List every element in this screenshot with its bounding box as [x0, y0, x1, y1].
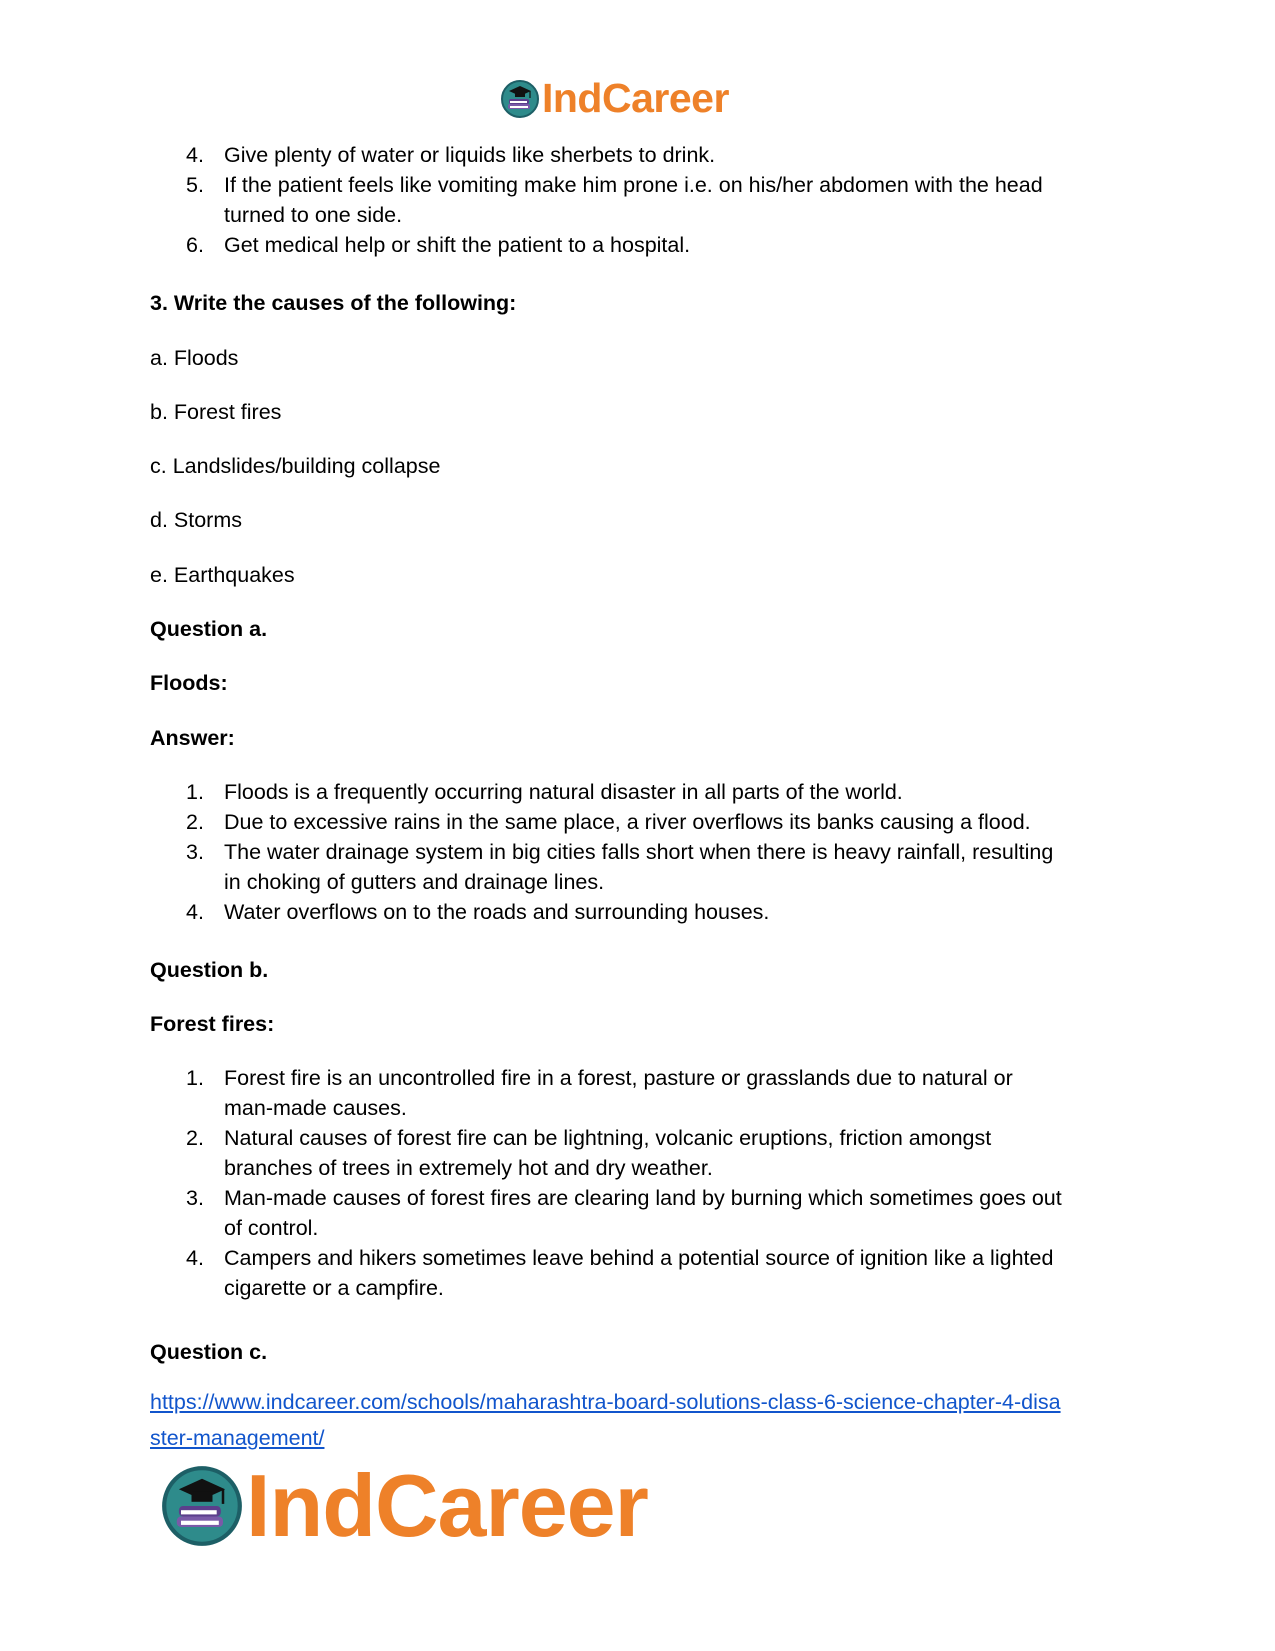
option-c: c. Landslides/building collapse — [150, 454, 441, 478]
indcareer-logo-top — [500, 75, 729, 121]
list-item: 5. If the patient feels like vomiting make him prone i.e. on his/her abdomen with the head turned to one side. — [186, 173, 1043, 227]
question-3-heading: 3. Write the causes of the following: — [150, 291, 517, 315]
list-item: 4. Give plenty of water or liquids like sherbets to drink. — [186, 143, 716, 167]
answer-label: Answer: — [150, 726, 235, 750]
source-link[interactable]: https://www.indcareer.com/schools/maharashtra-board-solutions-class-6-science-chapter-4-disa ster-management/ — [150, 1390, 1061, 1450]
option-b: b. Forest fires — [150, 400, 282, 424]
question-c-label: Question c. — [150, 1340, 268, 1364]
list-item: 4. Campers and hikers sometimes leave behind a potential source of ignition like a lighted cigarette or a campfire. — [186, 1246, 1054, 1300]
list-first-aid — [150, 140, 1274, 260]
logo-wordmark: IndCareer — [246, 1456, 648, 1555]
list-floods — [150, 777, 1274, 927]
list-item: 1. Floods is a frequently occurring natural disaster in all parts of the world. — [186, 780, 903, 804]
graduation-book-globe-icon — [500, 79, 540, 119]
list-item: 2. Natural causes of forest fire can be lightning, volcanic eruptions, friction amongst branches of trees in extremely hot and dry weather. — [186, 1126, 992, 1180]
question-b-label: Question b. — [150, 958, 269, 982]
option-a: a. Floods — [150, 346, 239, 370]
logo-wordmark: IndCareer — [542, 75, 729, 121]
question-a-label: Question a. — [150, 617, 268, 641]
list-item: 1. Forest fire is an uncontrolled fire in a forest, pasture or grasslands due to natural or man-made causes. — [186, 1066, 1013, 1120]
list-item: 4. Water overflows on to the roads and surrounding houses. — [186, 900, 770, 924]
list-item: 6. Get medical help or shift the patient to a hospital. — [186, 233, 691, 257]
option-d: d. Storms — [150, 508, 242, 532]
option-e: e. Earthquakes — [150, 563, 295, 587]
graduation-book-globe-icon — [160, 1464, 244, 1548]
list-item: 3. Man-made causes of forest fires are clearing land by burning which sometimes goes out of control. — [186, 1186, 1062, 1240]
list-item: 3. The water drainage system in big cities falls short when there is heavy rainfall, resulting in choking of gutters and drainage lines. — [186, 840, 1054, 894]
floods-title: Floods: — [150, 671, 228, 695]
indcareer-logo-bottom — [160, 1456, 648, 1555]
list-item: 2. Due to excessive rains in the same place, a river overflows its banks causing a flood. — [186, 810, 1031, 834]
list-forest-fires — [150, 1063, 1274, 1303]
forest-fires-title: Forest fires: — [150, 1012, 275, 1036]
